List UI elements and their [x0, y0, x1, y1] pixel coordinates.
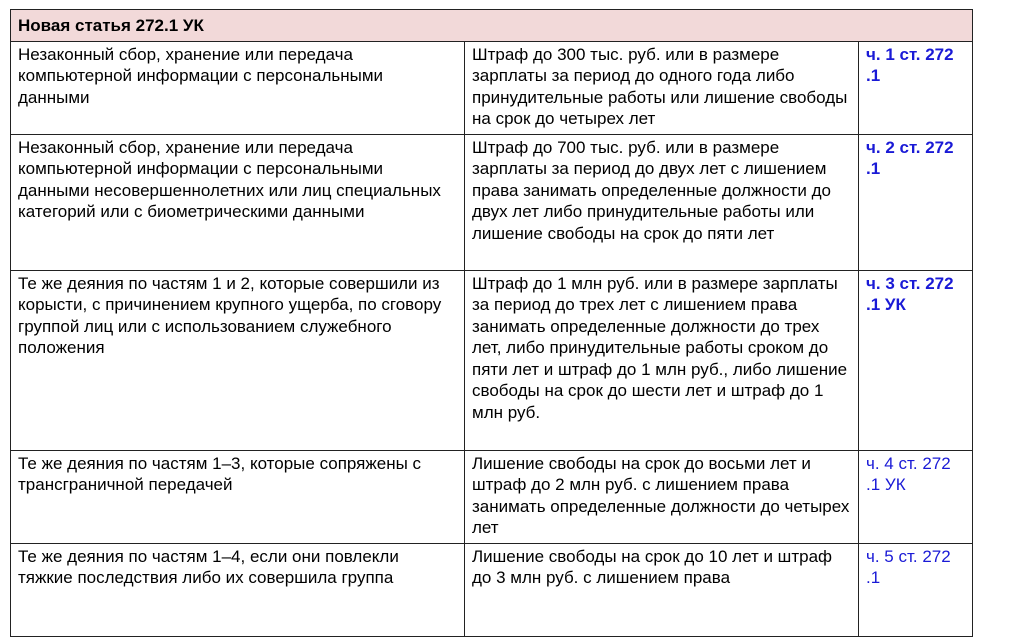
reference-cell: ч. 1 ст. 272 .1	[859, 41, 973, 134]
table-row	[11, 450, 973, 543]
penalty-cell: Штраф до 1 млн руб. или в размере зарплаты за период до трех лет с лишением права занимать определенные должности до трех лет, либо принудительные работы сроком до пяти лет и штраф до 1 млн руб., либо лишение свободы на срок до шести лет и штраф до 1 млн руб.	[465, 270, 859, 450]
penalty-cell: Штраф до 700 тыс. руб. или в размере зарплаты за период до двух лет с лишением права занимать определенные должности до двух лет либо принудительные работы или лишение свободы на срок до пяти лет	[465, 134, 859, 270]
penalty-cell: Лишение свободы на срок до восьми лет и штраф до 2 млн руб. с лишением права занимать определенные должности до четырех лет	[465, 450, 859, 543]
table-row	[11, 270, 973, 450]
article-table	[10, 9, 973, 637]
reference-cell: ч. 3 ст. 272 .1 УК	[859, 270, 973, 450]
table-title: Новая статья 272.1 УК	[11, 10, 973, 42]
act-cell: Незаконный сбор, хранение или передача компьютерной информации с персональными данными	[11, 41, 465, 134]
reference-cell: ч. 5 ст. 272 .1	[859, 543, 973, 636]
table-row	[11, 134, 973, 270]
act-cell: Те же деяния по частям 1 и 2, которые совершили из корысти, с причинением крупного ущерба, по сговору группой лиц или с использованием служебного положения	[11, 270, 465, 450]
act-cell: Те же деяния по частям 1–3, которые сопряжены с трансграничной передачей	[11, 450, 465, 543]
table-row	[11, 543, 973, 636]
table-header-row	[11, 10, 973, 42]
act-cell: Те же деяния по частям 1–4, если они повлекли тяжкие последствия либо их совершила группа	[11, 543, 465, 636]
penalty-cell: Лишение свободы на срок до 10 лет и штраф до 3 млн руб. с лишением права	[465, 543, 859, 636]
table-row	[11, 41, 973, 134]
reference-cell: ч. 2 ст. 272 .1	[859, 134, 973, 270]
reference-cell: ч. 4 ст. 272 .1 УК	[859, 450, 973, 543]
act-cell: Незаконный сбор, хранение или передача компьютерной информации с персональными данными несовершеннолетних или лиц специальных категорий или с биометрическими данными	[11, 134, 465, 270]
penalty-cell: Штраф до 300 тыс. руб. или в размере зарплаты за период до одного года либо принудительные работы или лишение свободы на срок до четырех лет	[465, 41, 859, 134]
